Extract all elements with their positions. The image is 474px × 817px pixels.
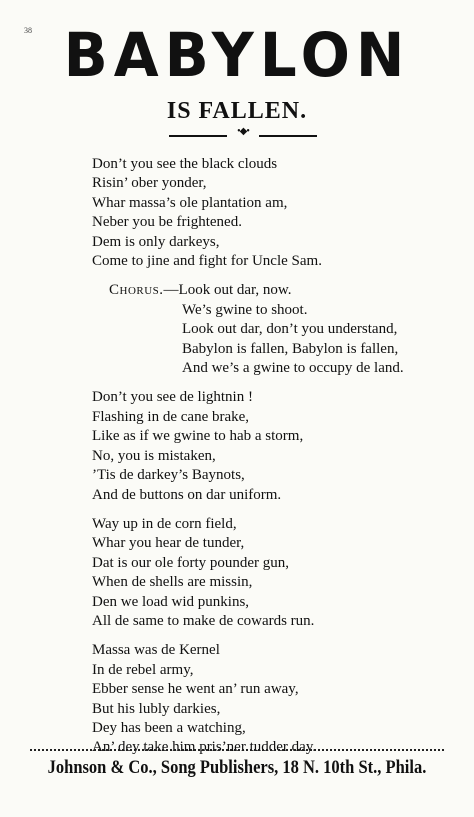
lyric-line: Risin’ ober yonder, bbox=[92, 175, 207, 192]
lyric-line: An’ dey take him pris’ner tudder day. bbox=[92, 739, 317, 756]
lyric-line: But his lubly darkies, bbox=[92, 700, 221, 717]
lyric-line: Whar massa’s ole plantation am, bbox=[92, 194, 288, 211]
lyric-line: No, you is mistaken, bbox=[92, 447, 216, 464]
verse-4 bbox=[92, 641, 404, 757]
lyric-line: Way up in de corn field, bbox=[92, 515, 237, 532]
chorus-label: Chorus. bbox=[109, 282, 164, 299]
lyric-line: Massa was de Kernel bbox=[92, 642, 220, 659]
lyric-line: Come to jine and fight for Uncle Sam. bbox=[92, 253, 322, 270]
corner-mark: 38 bbox=[24, 26, 32, 35]
verse-1 bbox=[92, 155, 404, 271]
lyric-line: In de rebel army, bbox=[92, 661, 194, 678]
lyric-line: Like as if we gwine to hab a storm, bbox=[92, 428, 304, 445]
chorus-first-line bbox=[109, 281, 404, 300]
lyric-line: Don’t you see the black clouds bbox=[92, 156, 278, 172]
lyrics bbox=[92, 155, 404, 768]
lyric-line: Neber you be frightened. bbox=[92, 214, 242, 231]
publisher-footer: Johnson & Co., Song Publishers, 18 N. 10th St., Phila. bbox=[47, 755, 427, 778]
chorus-line: —Look out dar, now. bbox=[163, 282, 292, 299]
lyric-line: Dat is our ole forty pounder gun, bbox=[92, 554, 290, 571]
song-subtitle: IS FALLEN. bbox=[166, 98, 308, 124]
lyric-line: Flashing in de cane brake, bbox=[92, 408, 250, 425]
chorus-line: And we’s a gwine to occupy de land. bbox=[182, 360, 404, 377]
lyric-line: Don’t you see de lightnin ! bbox=[92, 389, 253, 406]
ornament-right-bar bbox=[259, 135, 317, 137]
chorus bbox=[109, 281, 404, 378]
verse-2 bbox=[92, 388, 404, 504]
lyric-line: ’Tis de darkey’s Baynots, bbox=[92, 467, 245, 484]
dotted-rule bbox=[30, 749, 444, 751]
lyric-line: When de shells are missin, bbox=[92, 574, 253, 591]
lyric-line: Ebber sense he went an’ run away, bbox=[92, 681, 299, 698]
ornament-center: •◆• bbox=[237, 126, 249, 137]
ornament-left-bar bbox=[169, 135, 227, 137]
ornament-divider bbox=[169, 126, 317, 140]
song-title: BABYLON bbox=[63, 19, 411, 91]
chorus-line: Babylon is fallen, Babylon is fallen, bbox=[182, 340, 399, 357]
lyric-line: Dem is only darkeys, bbox=[92, 233, 220, 250]
chorus-line: Look out dar, don’t you understand, bbox=[182, 321, 398, 338]
lyric-line: And de buttons on dar uniform. bbox=[92, 486, 282, 503]
lyric-line: Whar you hear de tunder, bbox=[92, 535, 245, 552]
lyric-line: Dey has been a watching, bbox=[92, 719, 246, 736]
lyric-line: All de same to make de cowards run. bbox=[92, 612, 315, 629]
verse-3 bbox=[92, 515, 404, 631]
chorus-line: We’s gwine to shoot. bbox=[182, 301, 308, 318]
lyric-line: Den we load wid punkins, bbox=[92, 593, 250, 610]
